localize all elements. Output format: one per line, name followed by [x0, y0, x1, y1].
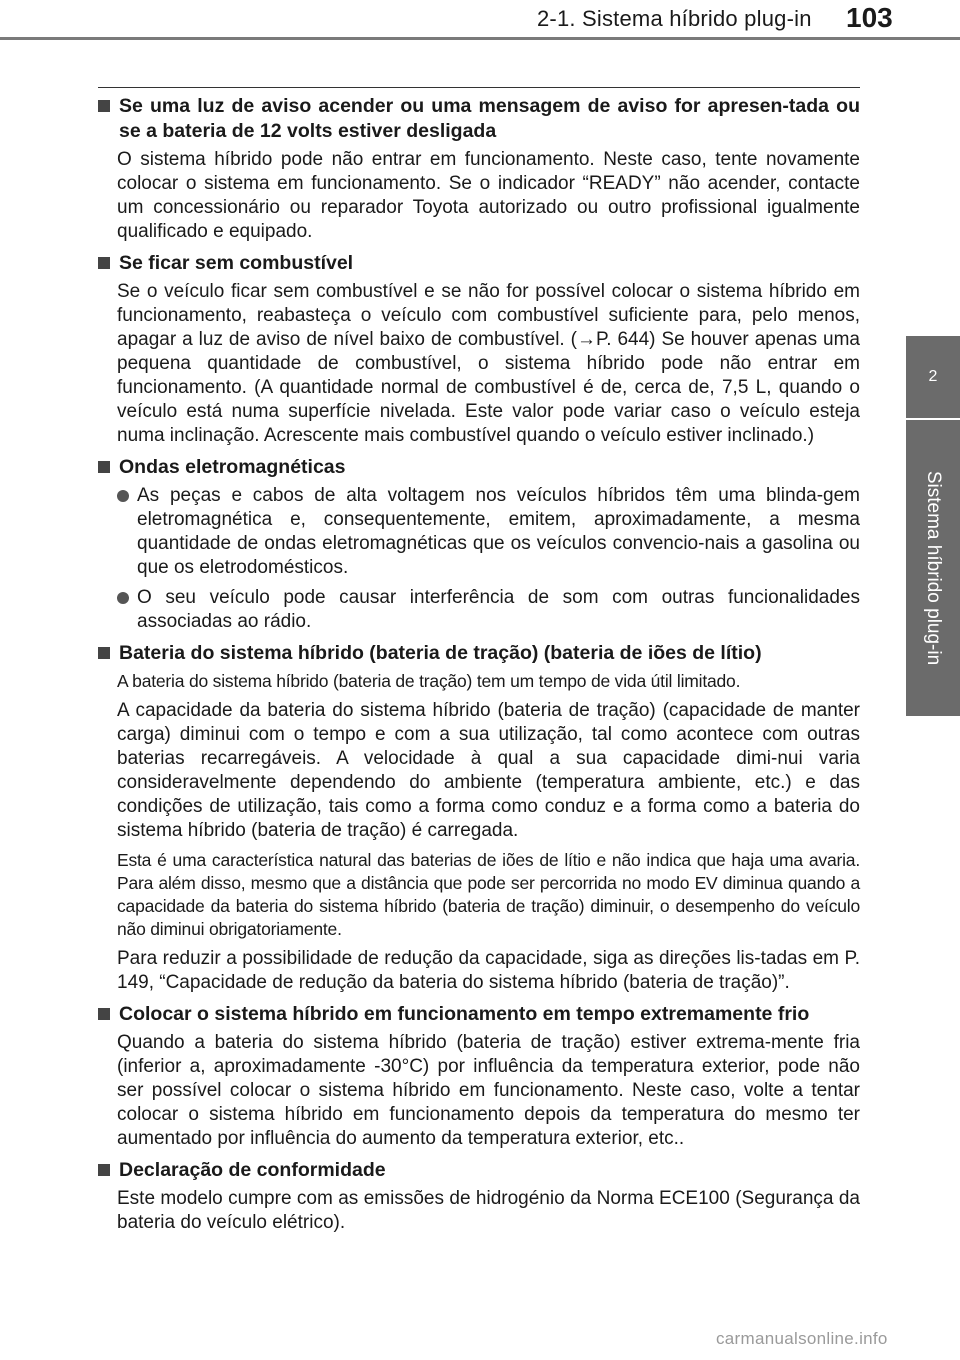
paragraph: Quando a bateria do sistema híbrido (bateria de tração) estiver extrema-mente fria (inferior a, aproximadamente -30°C) por influência da temperatura exterior, pode não ser possível colocar o sistema híbrido em funcionamento. Neste caso, volte a tentar colocar o sistema híbrido em funcionamento depois da temperatura do mesmo ter aumentado por influência do aumento da temperatura exterior, etc.. — [117, 1032, 860, 1149]
square-bullet-icon — [98, 1008, 110, 1020]
chapter-title: Sistema híbrido plug-in — [923, 470, 944, 666]
section-declaration — [98, 1158, 860, 1235]
chapter-title-box — [906, 420, 960, 716]
paragraph: Este modelo cumpre com as emissões de hidrogénio da Norma ECE100 (Segurança da bateria do veículo elétrico). — [117, 1188, 860, 1233]
square-bullet-icon — [98, 100, 110, 112]
section-heading-text: Colocar o sistema híbrido em funcionamento em tempo extremamente frio — [119, 1003, 810, 1025]
section-heading-text: Ondas eletromagnéticas — [119, 456, 346, 478]
paragraph: Esta é uma característica natural das baterias de iões de lítio e não indica que haja uma avaria. Para além disso, mesmo que a distância que pode ser percorrida no modo EV diminua quando a capacidade da bateria do sistema híbrido (bateria de tração) diminuir, o desempenho do veículo não diminui obrigatoriamente. — [117, 850, 860, 939]
section-heading — [98, 1158, 860, 1183]
square-bullet-icon — [98, 461, 110, 473]
list-item-text: O seu veículo pode causar interferência de som com outras funcionalidades associadas ao rádio. — [137, 587, 860, 632]
section-out-of-fuel — [98, 251, 860, 448]
section-heading — [98, 251, 860, 276]
section-cold-start — [98, 1002, 860, 1151]
list-item — [117, 586, 860, 634]
square-bullet-icon — [98, 257, 110, 269]
section-hybrid-battery — [98, 641, 860, 995]
circle-bullet-icon — [117, 592, 129, 604]
circle-bullet-icon — [117, 490, 129, 502]
section-electromagnetic-waves — [98, 455, 860, 634]
section-heading-text: Se uma luz de aviso acender ou uma mensagem de aviso for apresen-tada ou se a bateria de 12 volts estiver desligada — [119, 95, 860, 142]
chapter-number: 2 — [906, 336, 960, 418]
section-heading — [98, 455, 860, 480]
list-item-text: As peças e cabos de alta voltagem nos veículos híbridos têm uma blinda-gem eletromagnética e, consequentemente, emitem, aproximadamente, a mesma quantidade de ondas eletromagnéticas que os veículos convencio-nais a gasolina ou que os eletrodomésticos. — [137, 485, 860, 578]
square-bullet-icon — [98, 647, 110, 659]
chapter-side-tab — [906, 0, 960, 1360]
paragraph: A capacidade da bateria do sistema híbrido (bateria de tração) (capacidade de manter carga) diminui com o tempo e com a sua utilização, tal como acontece com outras baterias recarregáveis. A velocidade à qual a sua capacidade dimi-nui varia consideravelmente dependendo do ambiente (temperatura ambiente, etc.) e das condições de utilização, tais como a forma como conduz e a forma como a bateria do sistema híbrido (bateria de tração) é carregada. — [117, 700, 860, 841]
header-rule — [0, 0, 960, 40]
section-heading-text: Declaração de conformidade — [119, 1159, 386, 1181]
running-title: 2-1. Sistema híbrido plug-in — [537, 6, 812, 31]
section-heading-text: Se ficar sem combustível — [119, 252, 354, 274]
watermark: carmanualsonline.info — [716, 1329, 888, 1348]
list-item — [117, 484, 860, 580]
paragraph: Para reduzir a possibilidade de redução da capacidade, siga as direções lis-tadas em P. 149, “Capacidade de redução da bateria do sistema híbrido (bateria de tração)”. — [117, 948, 860, 993]
section-heading — [98, 641, 860, 666]
section-heading — [98, 1002, 860, 1027]
square-bullet-icon — [98, 1164, 110, 1176]
page-number: 103 — [846, 2, 893, 33]
paragraph: O sistema híbrido pode não entrar em funcionamento. Neste caso, tente novamente colocar o sistema em funcionamento. Se o indicador “READY” não acender, contacte um concessionário ou reparador Toyota autorizado ou outro profissional igualmente qualificado e equipado. — [117, 149, 860, 242]
paragraph: A bateria do sistema híbrido (bateria de tração) tem um tempo de vida útil limitado. — [117, 671, 741, 691]
section-heading-text: Bateria do sistema híbrido (bateria de tração) (bateria de iões de lítio) — [119, 642, 762, 664]
section-warning-light — [98, 94, 860, 244]
section-divider — [98, 87, 860, 88]
paragraph: Se o veículo ficar sem combustível e se não for possível colocar o sistema híbrido em funcionamento, reabasteça o veículo com combustível suficiente para, pelo menos, apagar a luz de aviso de nível baixo de combustível. (→P. 644) Se houver apenas uma pequena quantidade de combustível, o sistema híbrido pode não entrar em funcionamento. (A quantidade normal de combustível é de, cerca de, 7,5 L, quando o veículo está numa superfície nivelada. Este valor pode variar caso o veículo esteja numa inclinação. Acrescente mais combustível quando o veículo estiver inclinado.) — [117, 281, 860, 446]
section-heading — [98, 94, 860, 144]
page-content — [98, 94, 860, 1242]
